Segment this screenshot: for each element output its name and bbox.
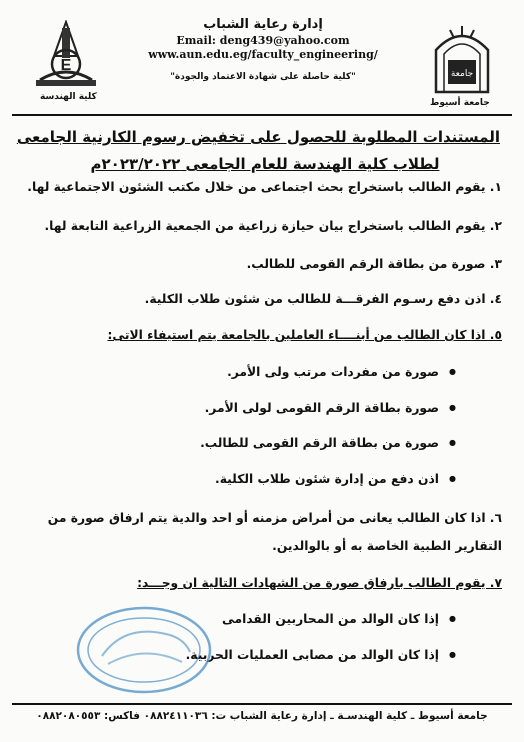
svg-text:جامعة: جامعة: [450, 69, 474, 79]
list-item: ٢. يقوم الطالب باستخراج بيان حيازة زراعية من الجمعية الزراعية التابعة لها.: [44, 219, 502, 233]
sub-list-item: ● إذا كان الوالد من المحاربين القدامى: [222, 612, 456, 626]
list-item: ٦. اذا كان الطالب يعانى من أمراض مزمنه أو احد والدية يتم ارفاق صورة من التقارير الطبية الخاصة به أو بالوالدين.: [47, 511, 502, 553]
engineering-faculty-logo-icon: [22, 20, 112, 90]
list-item: ٥. اذا كان الطالب من أبنــــاء العاملين بالجامعة يتم استيفاء الاتى:: [107, 328, 502, 342]
list-item: ٧. يقوم الطالب بارفاق صورة من الشهادات التالية ان وجـــد:: [137, 576, 502, 590]
document-title: [16, 124, 500, 178]
sub-list-item: ● صورة من بطاقة الرقم القومى للطالب.: [200, 436, 456, 450]
sub-list-item: ● اذن دفع من إدارة شئون طلاب الكلية.: [215, 472, 456, 486]
title-line-2: لطلاب كلية الهندسة للعام الجامعى ٢٠٢٣/٢٠٢٢م: [90, 155, 440, 173]
header-divider: [12, 114, 512, 116]
assiut-university-logo-icon: [414, 20, 510, 100]
list-item: ٣. صورة من بطاقة الرقم القومى للطالب.: [246, 257, 502, 271]
list-item: ١. يقوم الطالب باستخراج بحث اجتماعى من خلال مكتب الشئون الاجتماعية لها.: [27, 180, 502, 194]
title-line-1: المستندات المطلوبة للحصول على تخفيض رسوم الكارنية الجامعى: [16, 128, 500, 146]
footer-divider: [12, 703, 512, 705]
accreditation-note: "كلية حاصلة على شهادة الاعتماد والجودة": [170, 72, 356, 82]
sub-list-item: ● صورة بطاقة الرقم القومى لولى الأمر.: [205, 401, 456, 415]
email-line: Email: deng439@yahoo.com: [176, 34, 350, 47]
svg-text:E: E: [60, 57, 72, 74]
department-title: إدارة رعاية الشباب: [203, 17, 323, 32]
list-item: ٤. اذن دفع رسـوم الفرقـــة للطالب من شئون طلاب الكلية.: [144, 292, 502, 306]
letterhead: [0, 0, 524, 112]
website-line: www.aun.edu.eg/faculty_engineering/: [148, 48, 378, 61]
right-logo-caption: جامعة أسيوط: [430, 98, 490, 108]
sub-list-item: ● إذا كان الوالد من مصابى العمليات الحربية.: [186, 648, 456, 662]
official-stamp-icon: [74, 604, 214, 696]
footer-contact: جامعة أسيوط ـ كلية الهندسـة ـ إدارة رعاية الشباب ت: ٠٨٨٢٤١١٠٣٦ فاكس: ٠٨٨٢٠٨٠٥٥٣: [36, 710, 488, 722]
header-text: [120, 16, 406, 82]
sub-list-item: ● صورة من مفردات مرتب ولى الأمر.: [227, 365, 456, 379]
left-logo-caption: كلية الهندسة: [40, 92, 97, 102]
